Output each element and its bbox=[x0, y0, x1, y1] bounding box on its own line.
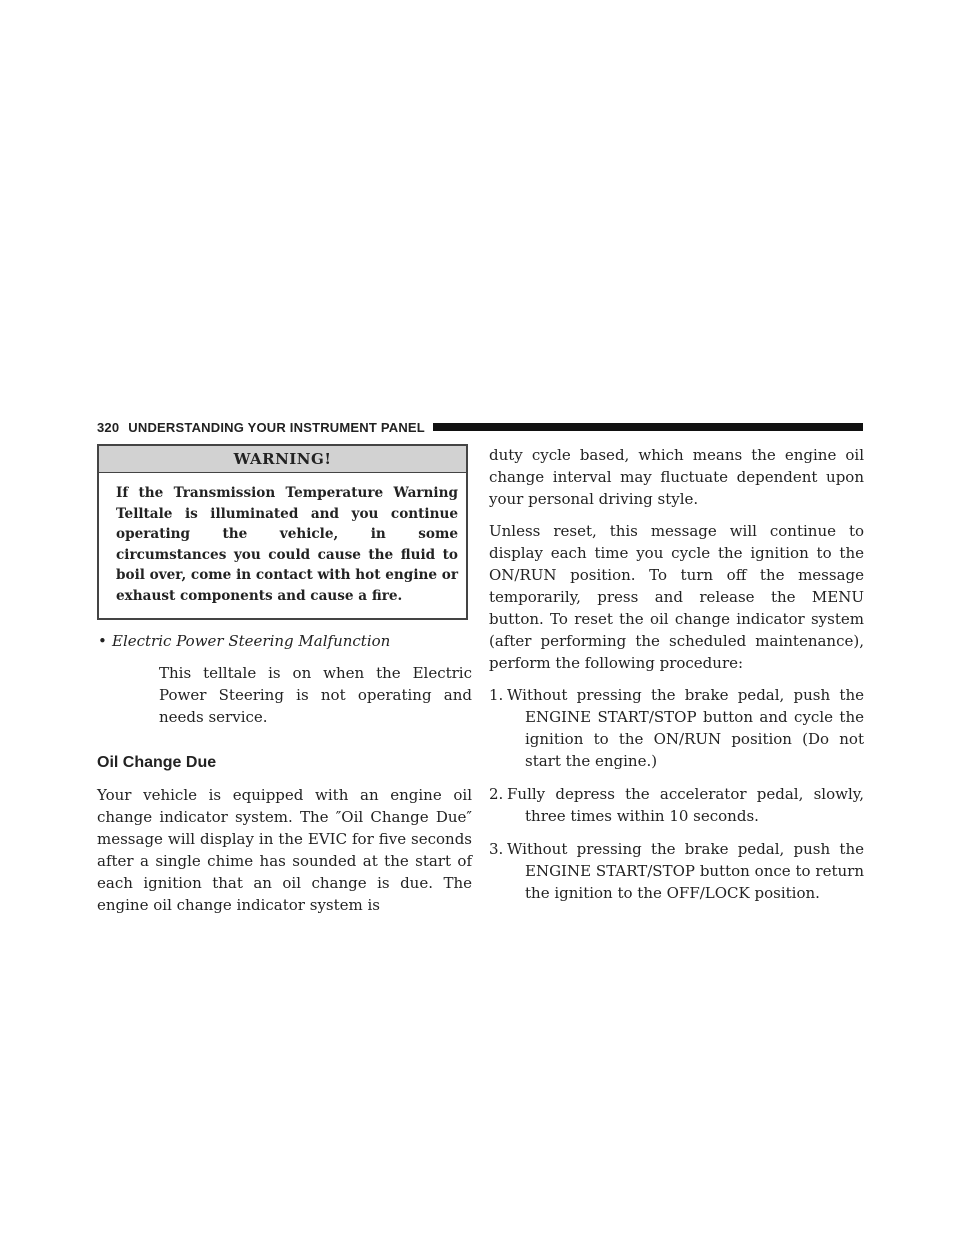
step-item bbox=[489, 684, 864, 772]
step-number: 2. bbox=[489, 785, 504, 803]
telltale-description: This telltale is on when the Electric Power Steering is not operating and needs service. bbox=[159, 663, 472, 726]
page-header bbox=[97, 419, 863, 435]
right-column bbox=[489, 444, 864, 915]
telltale-item bbox=[97, 630, 472, 652]
bullet-icon: • bbox=[98, 631, 107, 650]
warning-box bbox=[97, 444, 468, 620]
oil-change-paragraph-2: Unless reset, this message will continue to display each time you cycle the ignition to the ON/RUN position. To turn off the message temporarily, press and release the MENU button. To reset the oil change indicator system (after performing the scheduled maintenance), perform the following procedure: bbox=[489, 522, 864, 672]
step-text: Without pressing the brake pedal, push the ENGINE START/STOP button once to return the ignition to the OFF/LOCK position. bbox=[507, 840, 864, 902]
step-item bbox=[489, 783, 864, 827]
step-item bbox=[489, 838, 864, 904]
warning-text: If the Transmission Temperature Warning Telltale is illuminated and you continue operating the vehicle, in some circumstances you could cause the fluid to boil over, come in contact with hot engine or exhaust components and cause a fire. bbox=[116, 485, 458, 604]
telltale-name: Electric Power Steering Malfunction bbox=[112, 631, 391, 650]
step-text: Fully depress the accelerator pedal, slowly, three times within 10 seconds. bbox=[507, 785, 864, 825]
step-text: Without pressing the brake pedal, push the ENGINE START/STOP button and cycle the ignition to the ON/RUN position (Do not start the engine.) bbox=[507, 686, 864, 770]
chapter-title: UNDERSTANDING YOUR INSTRUMENT PANEL bbox=[128, 419, 425, 435]
step-number: 3. bbox=[489, 840, 504, 858]
warning-title: WARNING! bbox=[99, 446, 466, 473]
page-number: 320 bbox=[97, 419, 120, 435]
left-column bbox=[97, 444, 472, 916]
section-heading-oil-change: Oil Change Due bbox=[97, 753, 217, 771]
oil-change-paragraph-1-continued: duty cycle based, which means the engine oil change interval may fluctuate dependent upon your personal driving style. bbox=[489, 446, 864, 508]
oil-change-paragraph-1: Your vehicle is equipped with an engine oil change indicator system. The ″Oil Change Due″ message will display in the EVIC for five seconds after a single chime has sounded at the start of each ignition that an oil change is due. The engine oil change indicator system is bbox=[97, 785, 472, 914]
header-rule bbox=[433, 423, 863, 431]
reset-procedure-steps bbox=[489, 684, 864, 904]
step-number: 1. bbox=[489, 686, 504, 704]
